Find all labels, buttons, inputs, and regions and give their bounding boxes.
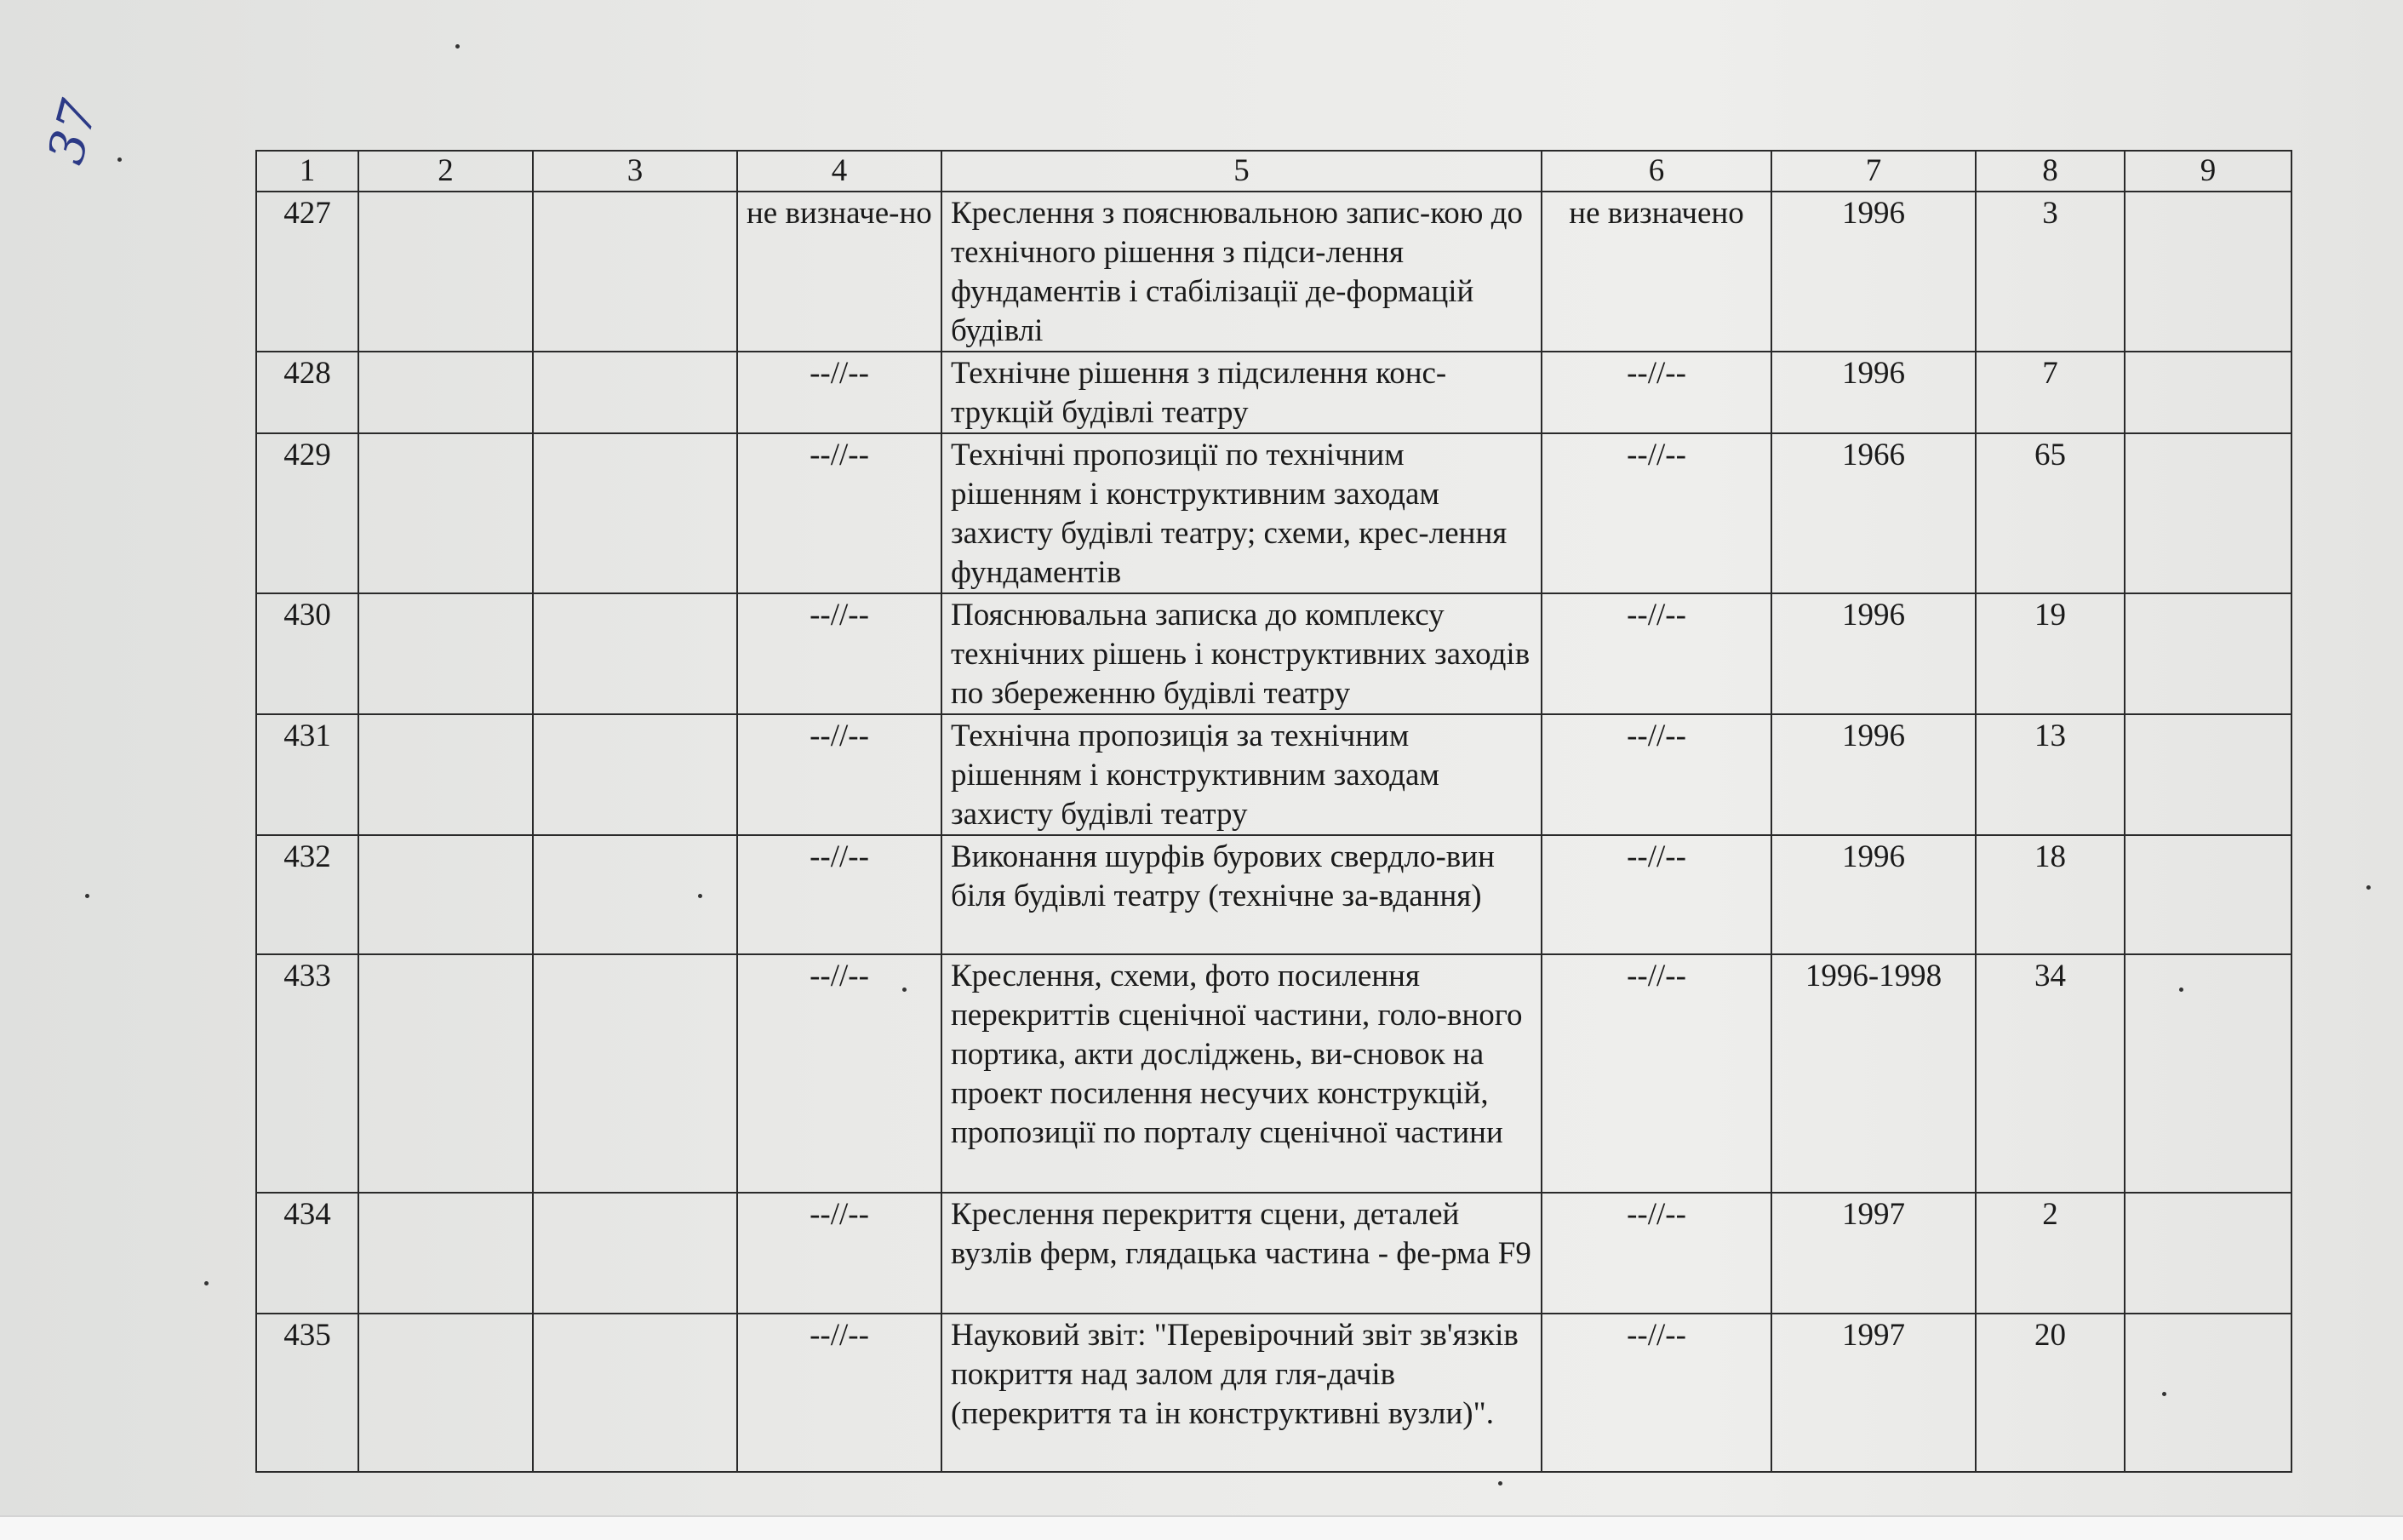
cell-col3 <box>533 835 737 954</box>
cell-col2 <box>358 835 533 954</box>
column-header: 8 <box>1976 151 2125 192</box>
record-year: 1996 <box>1771 714 1976 835</box>
column-header: 3 <box>533 151 737 192</box>
cell-col6: --//-- <box>1542 593 1771 714</box>
record-sheets: 20 <box>1976 1314 2125 1472</box>
record-number: 429 <box>256 433 358 593</box>
record-title: Науковий звіт: "Перевірочний звіт зв'язків покриття над залом для гля-дачів (перекриття та ін конструктивні вузли)". <box>941 1314 1542 1472</box>
cell-col2 <box>358 192 533 352</box>
cell-col2 <box>358 1314 533 1472</box>
cell-col3 <box>533 1314 737 1472</box>
cell-col6: --//-- <box>1542 433 1771 593</box>
record-number: 428 <box>256 352 358 433</box>
record-title: Креслення перекриття сцени, деталей вузлів ферм, глядацька частина - фе-рма F9 <box>941 1193 1542 1314</box>
cell-col3 <box>533 714 737 835</box>
cell-col9 <box>2125 1193 2291 1314</box>
record-title: Пояснювальна записка до комплексу технічних рішень і конструктивних заходів по збереженню будівлі театру <box>941 593 1542 714</box>
handwritten-page-number: 37 <box>36 94 109 170</box>
cell-col4: --//-- <box>737 433 941 593</box>
cell-col9 <box>2125 192 2291 352</box>
table-row <box>256 593 2291 714</box>
cell-col4: --//-- <box>737 593 941 714</box>
record-year: 1996 <box>1771 192 1976 352</box>
cell-col9 <box>2125 714 2291 835</box>
cell-col3 <box>533 192 737 352</box>
cell-col3 <box>533 352 737 433</box>
cell-col6: --//-- <box>1542 1193 1771 1314</box>
table-row <box>256 1193 2291 1314</box>
cell-col6: --//-- <box>1542 714 1771 835</box>
record-title: Креслення з пояснювальною запис-кою до технічного рішення з підси-лення фундаментів і стабілізації де-формацій будівлі <box>941 192 1542 352</box>
cell-col6: --//-- <box>1542 352 1771 433</box>
record-number: 430 <box>256 593 358 714</box>
scan-speck <box>2366 885 2371 890</box>
record-year: 1996 <box>1771 835 1976 954</box>
record-number: 431 <box>256 714 358 835</box>
record-sheets: 19 <box>1976 593 2125 714</box>
record-number: 432 <box>256 835 358 954</box>
record-year: 1997 <box>1771 1314 1976 1472</box>
column-number-header-row <box>256 151 2291 192</box>
record-sheets: 34 <box>1976 954 2125 1193</box>
cell-col4: --//-- <box>737 1193 941 1314</box>
cell-col3 <box>533 1193 737 1314</box>
record-title: Виконання шурфів бурових свердло-вин біля будівлі театру (технічне за-вдання) <box>941 835 1542 954</box>
table-row <box>256 714 2291 835</box>
record-title: Креслення, схеми, фото посилення перекриттів сценічної частини, голо-вного портика, акти досліджень, ви-сновок на проект посилення несучих конструкцій, пропозиції по порталу сценічної частини <box>941 954 1542 1193</box>
cell-col9 <box>2125 954 2291 1193</box>
cell-col4: --//-- <box>737 954 941 1193</box>
column-header: 2 <box>358 151 533 192</box>
record-year: 1996-1998 <box>1771 954 1976 1193</box>
record-number: 435 <box>256 1314 358 1472</box>
cell-col2 <box>358 352 533 433</box>
cell-col4: --//-- <box>737 1314 941 1472</box>
table-row <box>256 954 2291 1193</box>
record-sheets: 7 <box>1976 352 2125 433</box>
column-header: 7 <box>1771 151 1976 192</box>
record-number: 434 <box>256 1193 358 1314</box>
cell-col3 <box>533 593 737 714</box>
cell-col2 <box>358 593 533 714</box>
inventory-table <box>255 150 2292 1473</box>
record-sheets: 2 <box>1976 1193 2125 1314</box>
cell-col9 <box>2125 835 2291 954</box>
cell-col6: не визначено <box>1542 192 1771 352</box>
cell-col9 <box>2125 593 2291 714</box>
record-sheets: 18 <box>1976 835 2125 954</box>
sheet-edge <box>0 1515 2403 1540</box>
cell-col4: --//-- <box>737 835 941 954</box>
cell-col9 <box>2125 352 2291 433</box>
cell-col4: --//-- <box>737 714 941 835</box>
record-year: 1996 <box>1771 593 1976 714</box>
scan-speck <box>117 157 122 162</box>
table-row <box>256 433 2291 593</box>
cell-col2 <box>358 714 533 835</box>
column-header: 4 <box>737 151 941 192</box>
record-title: Технічні пропозиції по технічним рішенням і конструктивним заходам захисту будівлі театру; схеми, крес-лення фундаментів <box>941 433 1542 593</box>
record-sheets: 13 <box>1976 714 2125 835</box>
cell-col2 <box>358 433 533 593</box>
cell-col4: не визначе-но <box>737 192 941 352</box>
scan-speck <box>204 1281 209 1285</box>
table-row <box>256 352 2291 433</box>
record-sheets: 3 <box>1976 192 2125 352</box>
record-sheets: 65 <box>1976 433 2125 593</box>
cell-col6: --//-- <box>1542 954 1771 1193</box>
record-year: 1996 <box>1771 352 1976 433</box>
column-header: 6 <box>1542 151 1771 192</box>
cell-col6: --//-- <box>1542 1314 1771 1472</box>
cell-col6: --//-- <box>1542 835 1771 954</box>
record-number: 427 <box>256 192 358 352</box>
cell-col4: --//-- <box>737 352 941 433</box>
cell-col2 <box>358 954 533 1193</box>
record-title: Технічне рішення з підсилення конс-трукцій будівлі театру <box>941 352 1542 433</box>
scan-speck <box>455 44 460 49</box>
table-row <box>256 835 2291 954</box>
record-title: Технічна пропозиція за технічним рішенням і конструктивним заходам захисту будівлі театру <box>941 714 1542 835</box>
record-year: 1997 <box>1771 1193 1976 1314</box>
record-number: 433 <box>256 954 358 1193</box>
cell-col9 <box>2125 1314 2291 1472</box>
cell-col3 <box>533 954 737 1193</box>
table-row <box>256 192 2291 352</box>
scan-speck <box>85 894 89 898</box>
column-header: 9 <box>2125 151 2291 192</box>
column-header: 1 <box>256 151 358 192</box>
table-row <box>256 1314 2291 1472</box>
cell-col9 <box>2125 433 2291 593</box>
scan-speck <box>1498 1481 1502 1486</box>
record-year: 1966 <box>1771 433 1976 593</box>
cell-col3 <box>533 433 737 593</box>
column-header: 5 <box>941 151 1542 192</box>
cell-col2 <box>358 1193 533 1314</box>
